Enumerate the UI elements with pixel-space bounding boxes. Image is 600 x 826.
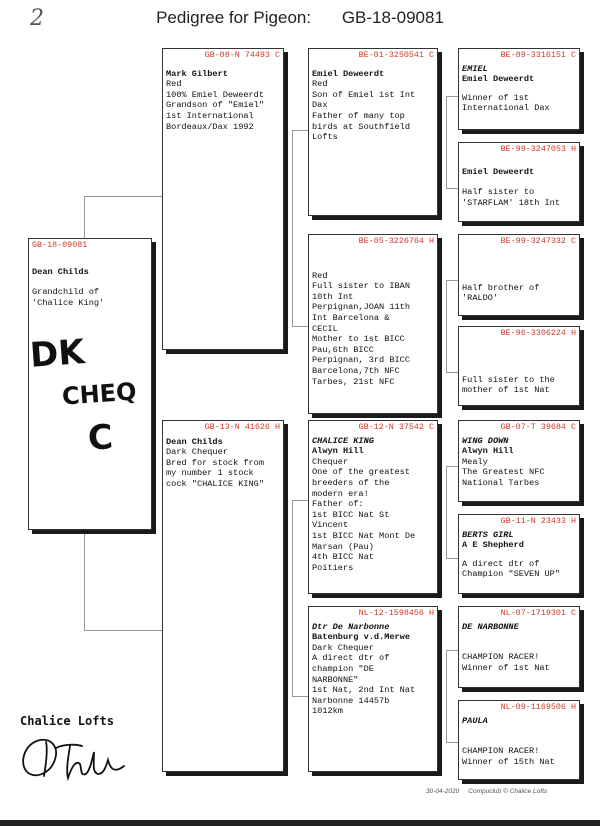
connector	[292, 500, 308, 501]
connector	[446, 96, 447, 188]
ddd-card	[458, 700, 580, 780]
ring-number: GB-11-N 23433 H	[500, 516, 576, 526]
owner-name: Alwyn Hill	[312, 446, 364, 457]
description: Red 100% Emiel Deweerdt Grandson of "Emiel" 1st International Bordeaux/Dax 1992	[166, 79, 264, 132]
description: Mealy The Greatest NFC National Tarbes	[462, 456, 545, 488]
connector	[446, 96, 458, 97]
ring-number: BE-99-3247053 H	[500, 144, 576, 154]
dam-card	[162, 420, 284, 772]
ring-number: NL-12-1598456 H	[358, 608, 434, 618]
description: Dark Chequer Bred for stock from my number 1 stock cock "CHALICE KING"	[166, 447, 264, 489]
ring-number: GB-08-N 74493 C	[204, 50, 280, 60]
title-ring: GB-18-09081	[341, 8, 444, 27]
ring-number: NL-09-1169506 H	[500, 702, 576, 712]
owner-name: Emiel Deweerdt	[312, 68, 385, 79]
owner-name: Emiel Deweerdt	[462, 74, 535, 85]
ring-number: BE-89-3316151 C	[500, 50, 576, 60]
connector	[446, 466, 447, 558]
ring-number: GB-12-N 37542 C	[358, 422, 434, 432]
owner-name: Dean Childs	[32, 266, 89, 277]
description: Half brother of 'RALDO'	[462, 282, 540, 304]
connector	[446, 650, 447, 742]
owner-name: Emiel Deweerdt	[462, 166, 535, 177]
ring-number: BE-05-3226764 H	[358, 236, 434, 246]
description: Dark Chequer A direct dtr of champion "DE NARBONNE" 1st Nat, 2nd Int Nat Narbonne 14457b 1012km	[312, 642, 416, 717]
connector	[446, 650, 458, 651]
dss-card	[458, 420, 580, 502]
ring-number: GB-18-09081	[32, 240, 88, 250]
description: Red Full sister to IBAN 10th Int Perpignan,JOAN 11th Int Barcelona & CECIL Mother to 1st BICC Pau,6th BICC Perpignan, 3rd BICC Barcelona,7th NFC Tarbes, 21st NFC	[312, 270, 410, 387]
dam-dam-card	[308, 606, 438, 772]
handwritten-colour-code: DK	[28, 332, 86, 376]
connector	[84, 196, 162, 197]
description: Chequer One of the greatest breeders of the modern era! Father of: 1st BICC Nat St Vincent 1st BICC Nat Mont De Marsan (Pau) 4th BICC Nat Poitiers	[312, 456, 416, 573]
pigeon-name: CHALICE KING	[312, 435, 374, 446]
description: Grandchild of 'Chalice King'	[32, 287, 105, 308]
dsd-card	[458, 514, 580, 594]
ring-number: GB-07-T 39684 C	[500, 422, 576, 432]
dam-sire-card	[308, 420, 438, 594]
footer: 30-04-2020 Compuclub © Chalice Lofts	[426, 788, 548, 795]
connector	[84, 630, 162, 631]
description: A direct dtr of Champion "SEVEN UP"	[462, 558, 560, 580]
description: CHAMPION RACER! Winner of 15th Nat	[462, 746, 555, 767]
connector	[446, 558, 458, 559]
pigeon-name: DE NARBONNE	[462, 621, 519, 632]
description: Red Son of Emiel 1st Int Dax Father of many top birds at Southfield Lofts	[312, 79, 416, 143]
description: Half sister to 'STARFLAM' 18th Int	[462, 187, 560, 208]
sss-card	[458, 48, 580, 130]
ring-number: BE-96-3306224 H	[500, 328, 576, 338]
dds-card	[458, 606, 580, 688]
connector	[292, 696, 308, 697]
pigeon-name: EMIEL	[462, 63, 488, 74]
sds-card	[458, 234, 580, 316]
owner-name: Mark Gilbert	[166, 68, 228, 79]
owner-name: Dean Childs	[166, 436, 223, 447]
pigeon-name: BERTS GIRL	[462, 529, 514, 540]
connector	[446, 280, 447, 372]
pigeon-name: WING DOWN	[462, 435, 509, 446]
description: Winner of 1st International Dax	[462, 92, 550, 114]
connector	[446, 466, 458, 467]
page-number-handwritten: 2	[30, 6, 44, 31]
sire-sire-card	[308, 48, 438, 216]
scan-edge	[0, 820, 600, 826]
connector	[292, 500, 293, 696]
ring-number: NL-07-1719301 C	[500, 608, 576, 618]
ring-number: BE-01-3250541 C	[358, 50, 434, 60]
connector	[84, 196, 85, 238]
handwritten-sex: C	[86, 417, 115, 459]
owner-name: Alwyn Hill	[462, 446, 514, 457]
signature-icon	[16, 730, 128, 786]
connector	[446, 372, 458, 373]
connector	[292, 130, 308, 131]
connector	[446, 280, 458, 281]
handwritten-colour: CHEQ	[61, 377, 138, 411]
ssd-card	[458, 142, 580, 222]
description: CHAMPION RACER! Winner of 1st Nat	[462, 652, 550, 673]
connector	[446, 742, 458, 743]
pigeon-name: Dtr De Narbonne	[312, 621, 390, 632]
owner-name: Batenburg v.d.Merwe	[312, 632, 410, 643]
description: Full sister to the mother of 1st Nat	[462, 374, 555, 396]
ring-number: GB-13-N 41626 H	[204, 422, 280, 432]
page-title	[0, 8, 600, 28]
sire-dam-card	[308, 234, 438, 414]
connector	[84, 530, 85, 630]
sire-card	[162, 48, 284, 350]
title-label: Pedigree for Pigeon:	[156, 8, 312, 27]
connector	[292, 326, 308, 327]
loft-name: Chalice Lofts	[20, 714, 114, 728]
pigeon-name: PAULA	[462, 715, 488, 726]
connector	[292, 130, 293, 326]
owner-name: A E Shepherd	[462, 540, 524, 551]
ring-number: BE-99-3247332 C	[500, 236, 576, 246]
connector	[446, 188, 458, 189]
sdd-card	[458, 326, 580, 406]
